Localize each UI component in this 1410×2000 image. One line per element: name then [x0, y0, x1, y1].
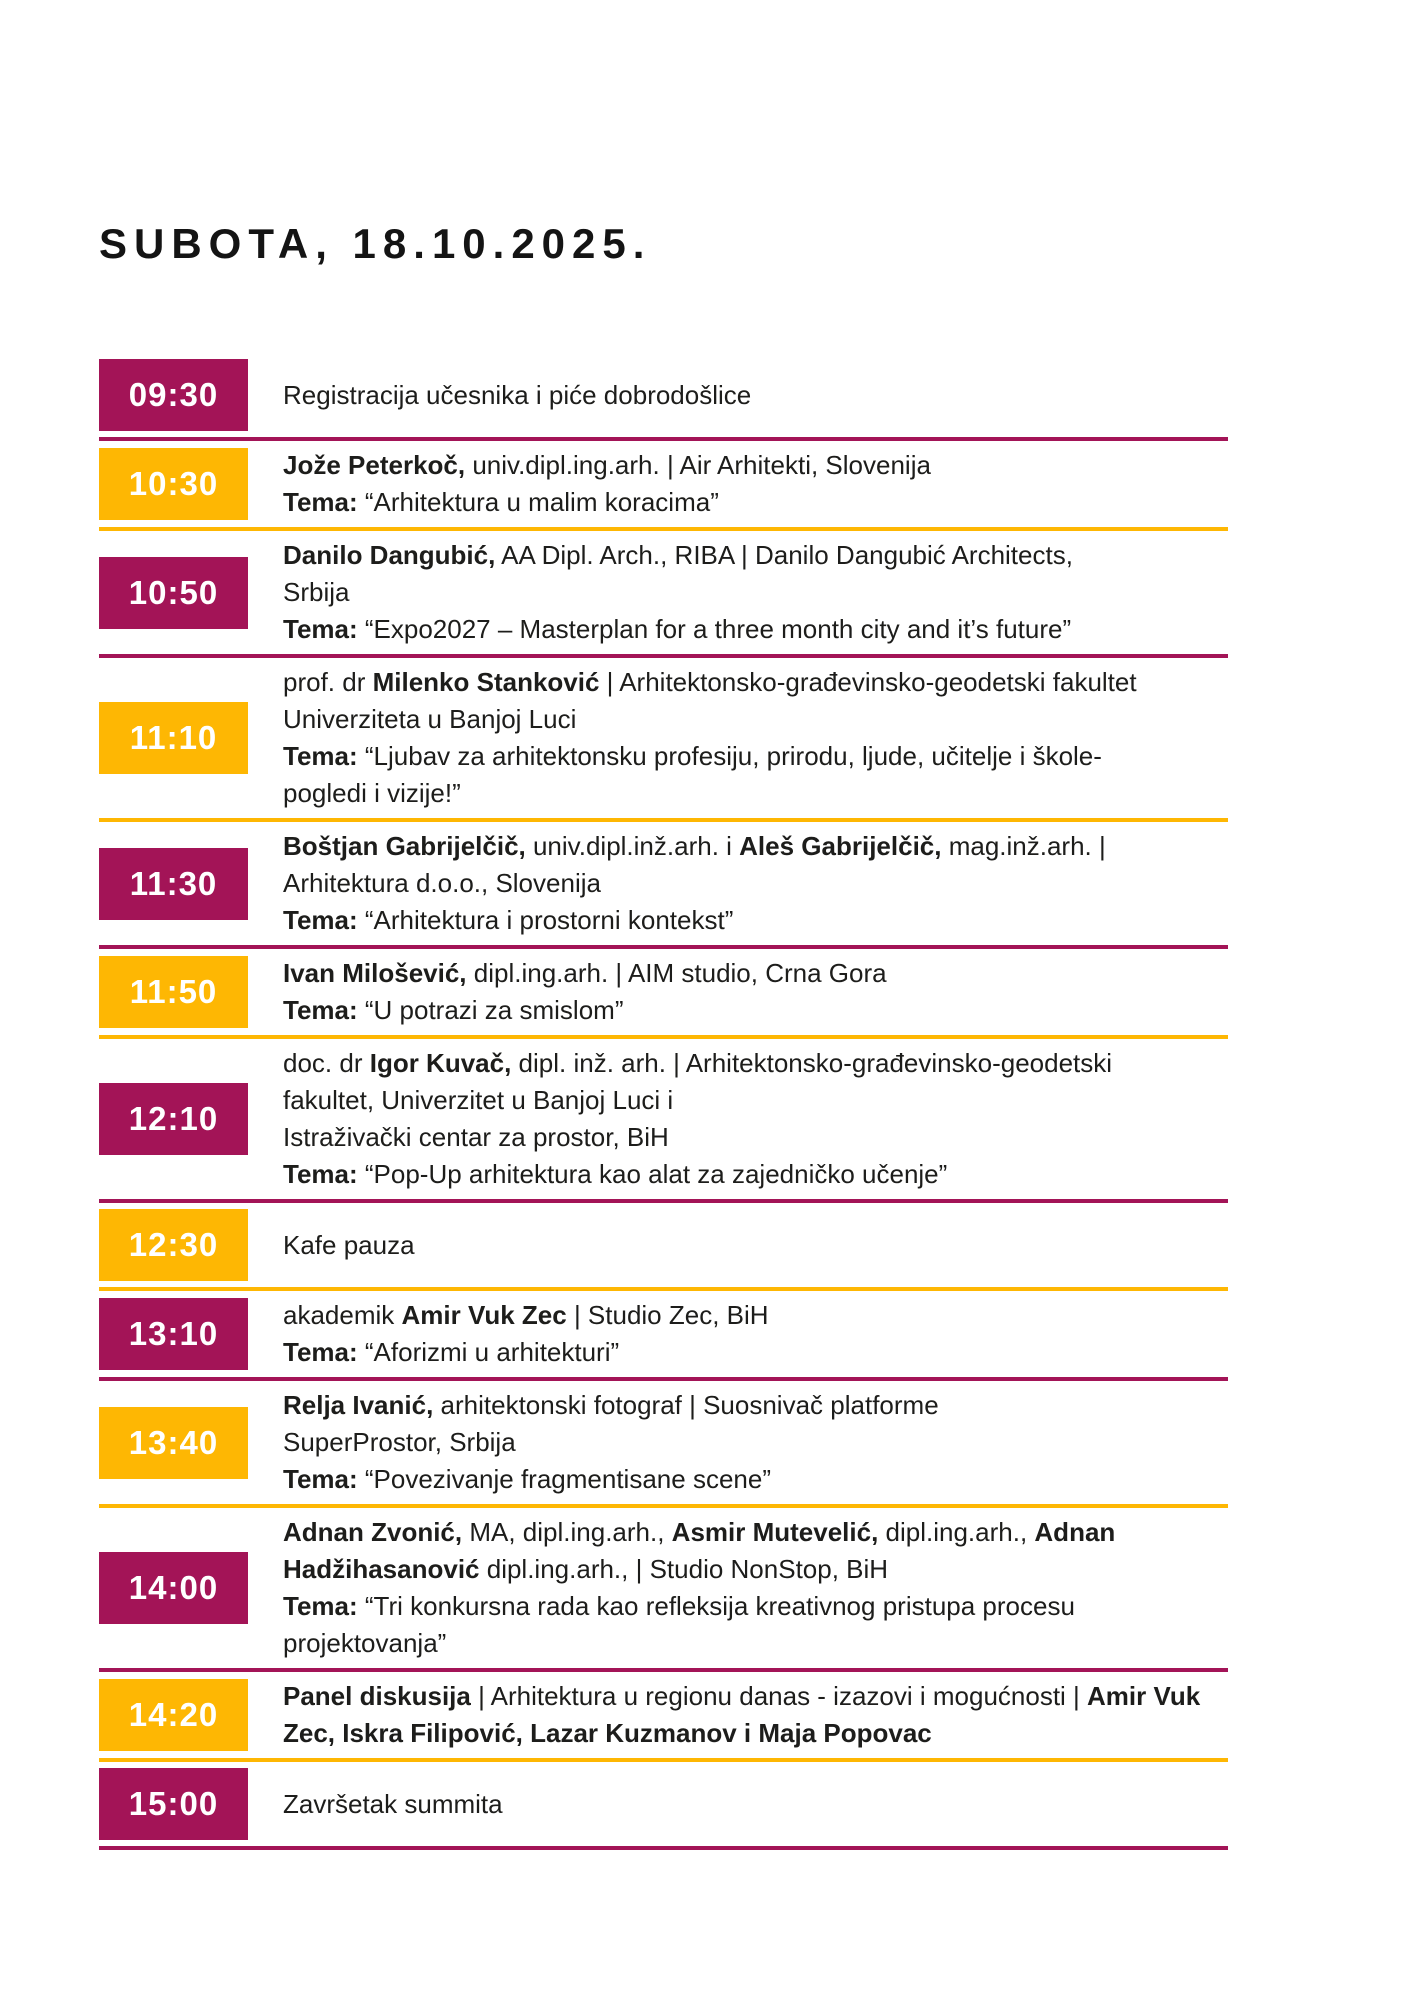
session-text: univ.dipl.ing.arh. | Air Arhitekti, Slovenija: [465, 450, 931, 481]
session-text: arhitektonski fotograf | Suosnivač platforme: [433, 1390, 939, 1421]
session-description: [283, 1786, 503, 1823]
session-line: [283, 1625, 1115, 1662]
schedule-row: [99, 1762, 1228, 1846]
session-description: [283, 377, 751, 414]
time-badge: 09:30: [99, 359, 248, 431]
session-description: [283, 1297, 769, 1371]
session-text-bold: Zec, Iskra Filipović, Lazar Kuzmanov i Maja Popovac: [283, 1718, 932, 1749]
session-text-bold: Aleš Gabrijelčič,: [739, 831, 942, 862]
session-text-bold: Tema:: [283, 1591, 358, 1622]
session-text-bold: Tema:: [283, 1159, 358, 1190]
session-text-bold: Boštjan Gabrijelčič,: [283, 831, 526, 862]
session-line: [283, 447, 931, 484]
session-text: AA Dipl. Arch., RIBA | Danilo Dangubić Architects,: [495, 540, 1073, 571]
session-line: [283, 1045, 1112, 1082]
session-text-bold: Tema:: [283, 487, 358, 518]
session-line: [283, 1715, 1200, 1752]
session-text: mag.inž.arh. |: [941, 831, 1106, 862]
session-text-bold: Igor Kuvač,: [369, 1048, 512, 1079]
session-line: [283, 1334, 769, 1371]
session-text-bold: Hadžihasanović: [283, 1554, 480, 1585]
session-text: akademik: [283, 1300, 402, 1331]
session-text: Istraživački centar za prostor, BiH: [283, 1122, 669, 1153]
schedule-row: [99, 1203, 1228, 1287]
time-badge: 10:50: [99, 557, 248, 629]
session-text-bold: Tema:: [283, 614, 358, 645]
session-line: [283, 1227, 415, 1264]
session-text-bold: Tema:: [283, 1337, 358, 1368]
schedule-row: [99, 1672, 1228, 1758]
time-badge: 10:30: [99, 448, 248, 520]
session-line: [283, 537, 1073, 574]
time-badge: 15:00: [99, 1768, 248, 1840]
schedule-row: [99, 949, 1228, 1035]
session-text: “Arhitektura i prostorni kontekst”: [357, 905, 734, 936]
schedule-row: [99, 531, 1228, 654]
session-text: univ.dipl.inž.arh. i: [525, 831, 740, 862]
session-description: [283, 537, 1073, 648]
session-text: “Povezivanje fragmentisane scene”: [357, 1464, 771, 1495]
session-text-bold: Milenko Stanković: [372, 667, 600, 698]
session-line: [283, 1588, 1115, 1625]
session-text: “Expo2027 – Masterplan for a three month city and it’s future”: [357, 614, 1072, 645]
session-text: SuperProstor, Srbija: [283, 1427, 516, 1458]
session-text: “U potrazi za smislom”: [357, 995, 624, 1026]
row-separator: [99, 1846, 1228, 1850]
session-text: “Aforizmi u arhitekturi”: [357, 1337, 620, 1368]
session-text-bold: Jože Peterkoč,: [283, 450, 466, 481]
session-text: prof. dr: [283, 667, 373, 698]
time-badge: 14:20: [99, 1679, 248, 1751]
session-text: dipl.ing.arh.,: [878, 1517, 1035, 1548]
session-description: [283, 955, 887, 1029]
session-line: [283, 611, 1073, 648]
session-line: [283, 701, 1137, 738]
session-text-bold: Danilo Dangubić,: [283, 540, 496, 571]
session-text: pogledi i vizije!”: [283, 778, 461, 809]
session-line: [283, 902, 1106, 939]
session-text: Kafe pauza: [283, 1229, 415, 1260]
session-line: [283, 574, 1073, 611]
session-text-bold: Tema:: [283, 1464, 358, 1495]
session-description: [283, 1227, 415, 1264]
session-line: [283, 1786, 503, 1823]
session-text-bold: Adnan: [1034, 1517, 1116, 1548]
session-text-bold: Asmir Mutevelić,: [671, 1517, 879, 1548]
session-text-bold: Amir Vuk: [1087, 1681, 1201, 1712]
time-badge: 13:10: [99, 1298, 248, 1370]
session-text: | Arhitektura u regionu danas - izazovi i mogućnosti |: [470, 1681, 1088, 1712]
session-description: [283, 1387, 939, 1498]
schedule-row: [99, 658, 1228, 818]
session-text: “Arhitektura u malim koracima”: [357, 487, 719, 518]
session-description: [283, 664, 1137, 812]
session-line: [283, 828, 1106, 865]
session-text-bold: Adnan Zvonić,: [283, 1517, 463, 1548]
session-line: [283, 377, 751, 414]
session-text: Registracija učesnika i piće dobrodošlice: [283, 379, 752, 410]
session-line: [283, 775, 1137, 812]
session-description: [283, 828, 1106, 939]
time-badge: 12:30: [99, 1209, 248, 1281]
session-text: doc. dr: [283, 1048, 370, 1079]
session-text: fakultet, Univerzitet u Banjoj Luci i: [283, 1085, 674, 1116]
schedule-row: [99, 353, 1228, 437]
schedule-row: [99, 1291, 1228, 1377]
page-title: SUBOTA, 18.10.2025.: [99, 220, 652, 267]
session-text: dipl. inž. arh. | Arhitektonsko-građevinsko-geodetski: [511, 1048, 1113, 1079]
schedule-row: [99, 441, 1228, 527]
session-line: [283, 1551, 1115, 1588]
session-description: [283, 1045, 1112, 1193]
session-line: [283, 1297, 769, 1334]
session-text: Završetak summita: [283, 1788, 503, 1819]
schedule-row: [99, 1039, 1228, 1199]
session-text-bold: Panel diskusija: [283, 1681, 471, 1712]
session-line: [283, 1678, 1200, 1715]
session-description: [283, 447, 931, 521]
session-text-bold: Relja Ivanić,: [283, 1390, 434, 1421]
session-line: [283, 865, 1106, 902]
session-line: [283, 1424, 939, 1461]
session-text: “Pop-Up arhitektura kao alat za zajedničko učenje”: [357, 1159, 948, 1190]
session-text: | Studio Zec, BiH: [566, 1300, 769, 1331]
session-line: [283, 664, 1137, 701]
session-text: | Arhitektonsko-građevinsko-geodetski fakultet: [599, 667, 1137, 698]
session-text: “Ljubav za arhitektonsku profesiju, prirodu, ljude, učitelje i škole-: [357, 741, 1102, 772]
session-line: [283, 955, 887, 992]
session-text: Srbija: [283, 577, 350, 608]
session-text-bold: Amir Vuk Zec: [401, 1300, 567, 1331]
session-line: [283, 1082, 1112, 1119]
session-text-bold: Tema:: [283, 995, 358, 1026]
time-badge: 12:10: [99, 1083, 248, 1155]
session-text: Univerziteta u Banjoj Luci: [283, 704, 577, 735]
schedule-row: [99, 822, 1228, 945]
session-line: [283, 1156, 1112, 1193]
session-description: [283, 1678, 1200, 1752]
session-text: “Tri konkursna rada kao refleksija kreativnog pristupa procesu: [357, 1591, 1075, 1622]
session-text: dipl.ing.arh. | AIM studio, Crna Gora: [466, 958, 887, 989]
time-badge: 11:10: [99, 702, 248, 774]
session-line: [283, 1461, 939, 1498]
session-text: Arhitektura d.o.o., Slovenija: [283, 868, 601, 899]
session-text: dipl.ing.arh., | Studio NonStop, BiH: [479, 1554, 889, 1585]
schedule-list: [99, 353, 1228, 1850]
session-text: projektovanja”: [283, 1628, 447, 1659]
schedule-row: [99, 1508, 1228, 1668]
time-badge: 14:00: [99, 1552, 248, 1624]
session-line: [283, 484, 931, 521]
session-line: [283, 1387, 939, 1424]
session-line: [283, 738, 1137, 775]
session-line: [283, 992, 887, 1029]
session-line: [283, 1514, 1115, 1551]
session-text-bold: Tema:: [283, 905, 358, 936]
time-badge: 11:50: [99, 956, 248, 1028]
session-text-bold: Ivan Milošević,: [283, 958, 467, 989]
session-line: [283, 1119, 1112, 1156]
session-text-bold: Tema:: [283, 741, 358, 772]
session-text: MA, dipl.ing.arh.,: [462, 1517, 672, 1548]
session-description: [283, 1514, 1115, 1662]
schedule-row: [99, 1381, 1228, 1504]
time-badge: 11:30: [99, 848, 248, 920]
time-badge: 13:40: [99, 1407, 248, 1479]
